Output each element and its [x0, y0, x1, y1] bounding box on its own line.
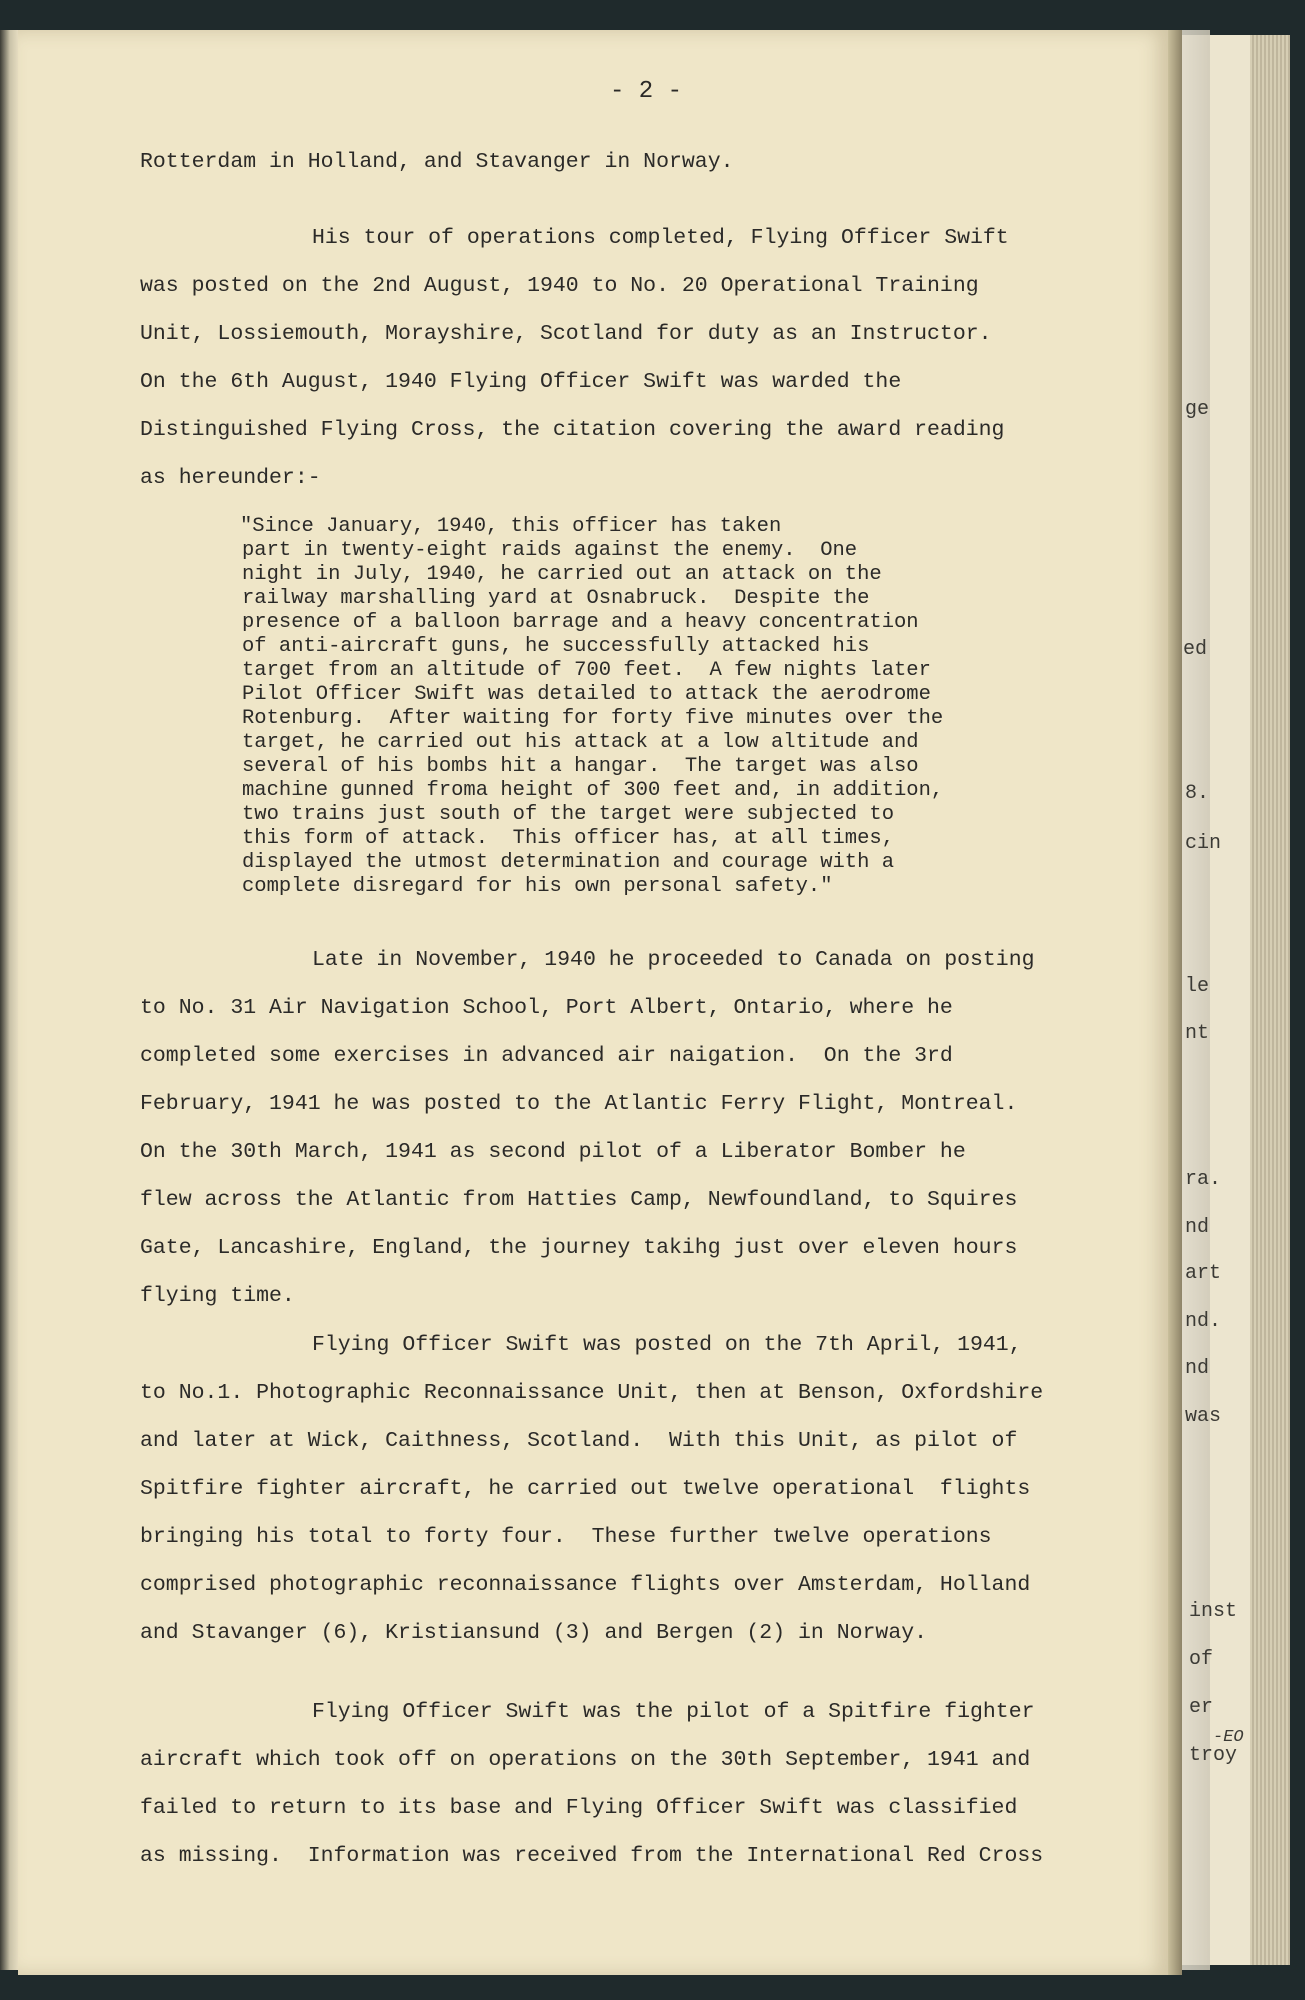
- text-line: comprised photographic reconnaissance flights over Amsterdam, Holland: [140, 1573, 1031, 1597]
- text-line: completed some exercises in advanced air naigation. On the 3rd: [140, 1044, 953, 1068]
- citation-line: Pilot Officer Swift was detailed to attack the aerodrome: [242, 683, 931, 706]
- text-line: to No. 31 Air Navigation School, Port Albert, Ontario, where he: [140, 996, 953, 1020]
- citation-line: target from an altitude of 700 feet. A few nights later: [242, 659, 931, 682]
- text-line: Distinguished Flying Cross, the citation covering the award reading: [140, 418, 1005, 442]
- fragment: art: [1185, 1262, 1222, 1285]
- fragment: ge: [1185, 398, 1210, 421]
- fragment: nt: [1185, 1022, 1210, 1045]
- text-line: as missing. Information was received from the International Red Cross: [140, 1844, 1044, 1868]
- text-line: and Stavanger (6), Kristiansund (3) and Bergen (2) in Norway.: [140, 1621, 928, 1645]
- text-line: bringing his total to forty four. These further twelve operations: [140, 1525, 992, 1549]
- text-line: February, 1941 he was posted to the Atlantic Ferry Flight, Montreal.: [140, 1092, 1018, 1116]
- fragment: cin: [1185, 832, 1222, 855]
- text-line: flying time.: [140, 1284, 295, 1308]
- text-line: and later at Wick, Caithness, Scotland. With this Unit, as pilot of: [140, 1429, 1018, 1453]
- text-line: as hereunder:-: [140, 466, 321, 490]
- fragment: er: [1189, 1696, 1214, 1719]
- citation-line: presence of a balloon barrage and a heavy concentration: [242, 611, 919, 634]
- fragment: ed: [1183, 638, 1208, 661]
- text-line: Spitfire fighter aircraft, he carried out twelve operational flights: [140, 1477, 1031, 1501]
- page-stack-edge: [1250, 35, 1290, 1965]
- citation-line: two trains just south of the target were subjected to: [242, 803, 895, 826]
- text-line: to No.1. Photographic Reconnaissance Unit, then at Benson, Oxfordshire: [140, 1381, 1044, 1405]
- page-edge-shadow: [1168, 30, 1182, 1975]
- citation-line: target, he carried out his attack at a low altitude and: [242, 731, 919, 754]
- fragment: nd: [1185, 1357, 1210, 1380]
- fragment: inst: [1189, 1600, 1238, 1623]
- text-line: flew across the Atlantic from Hatties Camp, Newfoundland, to Squires: [140, 1188, 1018, 1212]
- text-line: On the 30th March, 1941 as second pilot of a Liberator Bomber he: [140, 1140, 966, 1164]
- fragment: nd: [1185, 1216, 1210, 1239]
- text-line: Rotterdam in Holland, and Stavanger in Norway.: [140, 150, 734, 174]
- text-line: Late in November, 1940 he proceeded to Canada on posting: [312, 948, 1035, 972]
- text-line: On the 6th August, 1940 Flying Officer Swift was warded the: [140, 370, 902, 394]
- fragment: of: [1189, 1648, 1214, 1671]
- citation-line: complete disregard for his own personal safety.": [242, 875, 833, 898]
- text-line: Unit, Lossiemouth, Morayshire, Scotland for duty as an Instructor.: [140, 322, 992, 346]
- citation-line: night in July, 1940, he carried out an attack on the: [242, 563, 882, 586]
- citation-line: machine gunned froma height of 300 feet and, in addition,: [242, 779, 944, 802]
- citation-line: part in twenty-eight raids against the enemy. One: [242, 539, 858, 562]
- underlying-page-fragments: [1183, 0, 1253, 2000]
- fragment: 8.: [1185, 782, 1210, 805]
- text-line: failed to return to its base and Flying Officer Swift was classified: [140, 1796, 1018, 1820]
- citation-line: Rotenburg. After waiting for forty five minutes over the: [242, 707, 944, 730]
- fragment: -EO: [1213, 1728, 1244, 1747]
- text-line: Gate, Lancashire, England, the journey takihg just over eleven hours: [140, 1236, 1018, 1260]
- text-line: Flying Officer Swift was posted on the 7th April, 1941,: [312, 1333, 1022, 1357]
- citation-line: railway marshalling yard at Osnabruck. Despite the: [242, 587, 870, 610]
- text-line: His tour of operations completed, Flying Officer Swift: [312, 226, 1009, 250]
- fragment: troy: [1189, 1744, 1238, 1767]
- citation-line: displayed the utmost determination and courage with a: [242, 851, 895, 874]
- citation-line: several of his bombs hit a hangar. The target was also: [242, 755, 919, 778]
- fragment: ra.: [1185, 1168, 1222, 1191]
- left-binding: [0, 30, 18, 1970]
- fragment: was: [1185, 1405, 1222, 1428]
- page-number: - 2 -: [610, 78, 683, 105]
- fragment: le: [1185, 975, 1210, 998]
- fragment: nd.: [1185, 1310, 1222, 1333]
- text-line: aircraft which took off on operations on the 30th September, 1941 and: [140, 1748, 1031, 1772]
- text-line: was posted on the 2nd August, 1940 to No. 20 Operational Training: [140, 274, 979, 298]
- citation-line: of anti-aircraft guns, he successfully attacked his: [242, 635, 870, 658]
- text-line: Flying Officer Swift was the pilot of a Spitfire fighter: [312, 1700, 1035, 1724]
- citation-line: this form of attack. This officer has, at all times,: [242, 827, 895, 850]
- citation-line: "Since January, 1940, this officer has taken: [240, 515, 782, 538]
